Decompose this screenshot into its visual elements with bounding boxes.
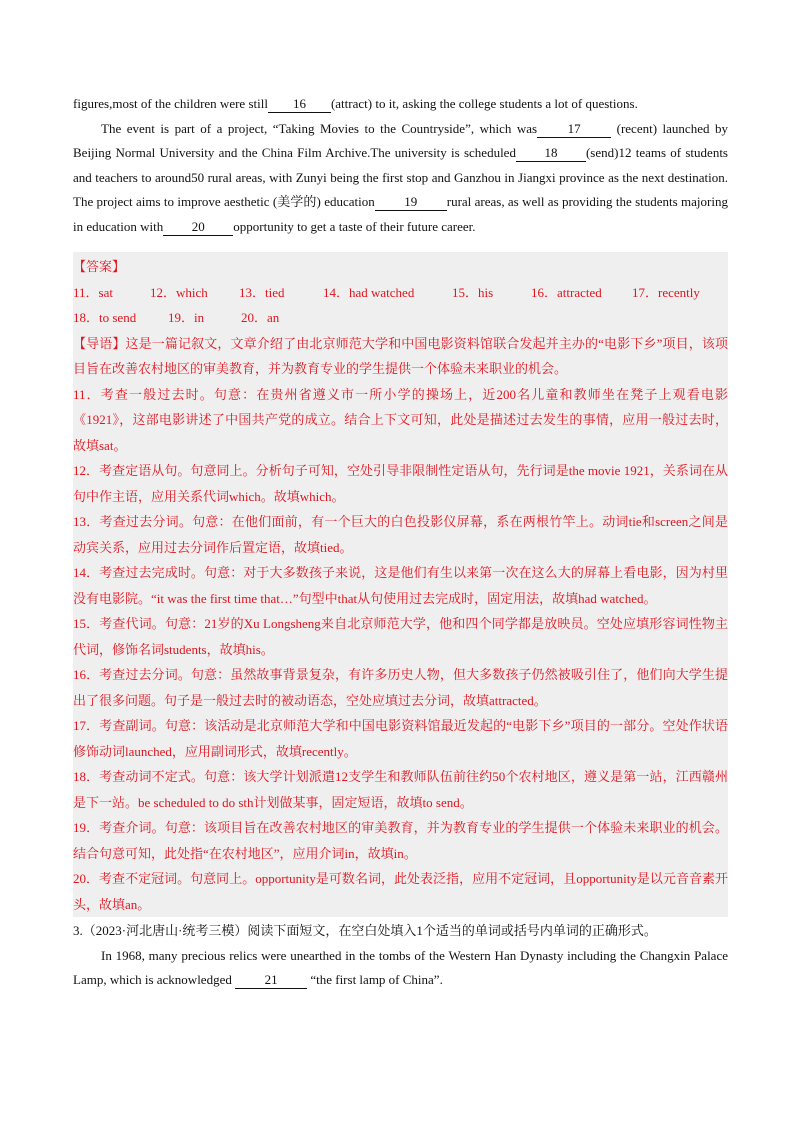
- answer-item: 19．in: [168, 310, 205, 325]
- passage-text: (attract) to it, asking the college students a lot of questions.: [330, 96, 638, 111]
- blank-18: 18: [516, 144, 586, 162]
- passage-text: The event is part of a project, “Taking Movies to the Countryside”, which was: [101, 120, 538, 136]
- explanation-16: 16．考查过去分词。句意：虽然故事背景复杂，有许多历史人物，但大多数孩子仍然被吸引住了，他们向大学生提出了很多问题。句子是一般过去时的被动语态，空处应填过去分词，故填attracted。: [73, 667, 728, 708]
- blank-17: 17: [537, 120, 611, 138]
- answer-item: 15．his: [452, 284, 494, 300]
- passage-text: (send)12 teams of students and teachers to around50 rural areas, with Zunyi being the first stop and Ganzhou in Jiangxi province as the next destination. The project aims to improve aesthetic (美学的) education: [73, 145, 728, 209]
- explanation-20: 20．考查不定冠词。句意同上。opportunity是可数名词，此处表泛指，应用不定冠词，且opportunity是以元音音素开头，故填an。: [73, 871, 728, 912]
- answer-item: 18．to send: [73, 310, 137, 325]
- answer-header: 【答案】: [73, 259, 126, 274]
- answer-item: 12．which: [150, 284, 208, 300]
- passage-text: In 1968, many precious relics were unearthed in the tombs of the Western Han Dynasty including the Changxin Palace Lamp, which is acknowledged: [73, 947, 728, 987]
- explanation-18: 18．考查动词不定式。句意：该大学计划派遣12支学生和教师队伍前往约50个农村地区，遵义是第一站，江西赣州是下一站。be scheduled to do sth计划做某事，固定短语，故填to send。: [73, 769, 728, 810]
- blank-21: 21: [235, 971, 307, 989]
- document-page: [73, 92, 728, 993]
- explanation-15: 15．考查代词。句意：21岁的Xu Longsheng来自北京师范大学，他和四个同学都是放映员。空处应填形容词性物主代词，修饰名词students，故填his。: [73, 616, 728, 657]
- passage-paragraph-1: [73, 92, 728, 117]
- blank-19: 19: [375, 193, 447, 211]
- answer-section: [73, 252, 728, 917]
- passage-text: figures,most of the children were still: [73, 96, 268, 111]
- answer-item: 13．tied: [239, 284, 285, 300]
- blank-20: 20: [163, 218, 233, 236]
- answer-item: 11．sat: [73, 284, 113, 300]
- answer-item: 20．an: [241, 310, 280, 325]
- answer-row-1: [73, 280, 728, 306]
- question-3-paragraph: [73, 944, 728, 993]
- passage-text: (recent) launched by Beijing Normal University and the China Film Archive.The university is scheduled: [73, 120, 728, 160]
- explanation-12: 12．考查定语从句。句意同上。分析句子可知，空处引导非限制性定语从句，先行词是the movie 1921，关系词在从句中作主语，应用关系代词which。故填which。: [73, 463, 728, 504]
- passage-paragraph-2: [73, 117, 728, 240]
- answer-guide: 【导语】这是一篇记叙文，文章介绍了由北京师范大学和中国电影资料馆联合发起并主办的“电影下乡”项目，该项目旨在改善农村地区的审美教育，并为教育专业的学生提供一个体验未来职业的机会。: [73, 335, 728, 376]
- passage-text: rural areas, as well as providing the students majoring in education with: [73, 194, 728, 234]
- explanation-11: 11．考查一般过去时。句意：在贵州省遵义市一所小学的操场上，近200名儿童和教师坐在凳子上观看电影《1921》，这部电影讲述了中国共产党的成立。结合上下文可知，此处是描述过去发生的事情，应用一般过去时，故填sat。: [73, 386, 728, 453]
- explanation-19: 19．考查介词。句意：该项目旨在改善农村地区的审美教育，并为教育专业的学生提供一个体验未来职业的机会。结合句意可知，此处指“在农村地区”，应用介词in，故填in。: [73, 820, 728, 861]
- answer-item: 17．recently: [632, 284, 700, 300]
- answer-item: 16．attracted: [531, 284, 602, 300]
- explanation-14: 14．考查过去完成时。句意：对于大多数孩子来说，这是他们有生以来第一次在这么大的屏幕上看电影，因为村里没有电影院。“it was the first time that…”句型中that从句使用过去完成时，固定用法，故填had watched。: [73, 565, 728, 606]
- blank-16: 16: [268, 95, 331, 113]
- explanation-17: 17．考查副词。句意：该活动是北京师范大学和中国电影资料馆最近发起的“电影下乡”项目的一部分。空处作状语修饰动词launched，应用副词形式，故填recently。: [73, 718, 728, 759]
- passage-text: “the first lamp of China”.: [307, 972, 443, 987]
- passage-text: opportunity to get a taste of their future career.: [233, 218, 476, 234]
- question-3-title: 3.（2023·河北唐山·统考三模）阅读下面短文，在空白处填入1个适当的单词或括号内单词的正确形式。: [73, 923, 657, 938]
- answer-row-2: [73, 305, 728, 331]
- explanation-13: 13．考查过去分词。句意：在他们面前，有一个巨大的白色投影仪屏幕，系在两根竹竿上。动词tie和screen之间是动宾关系，应用过去分词作后置定语，故填tied。: [73, 514, 728, 555]
- answer-item: 14．had watched: [323, 284, 415, 300]
